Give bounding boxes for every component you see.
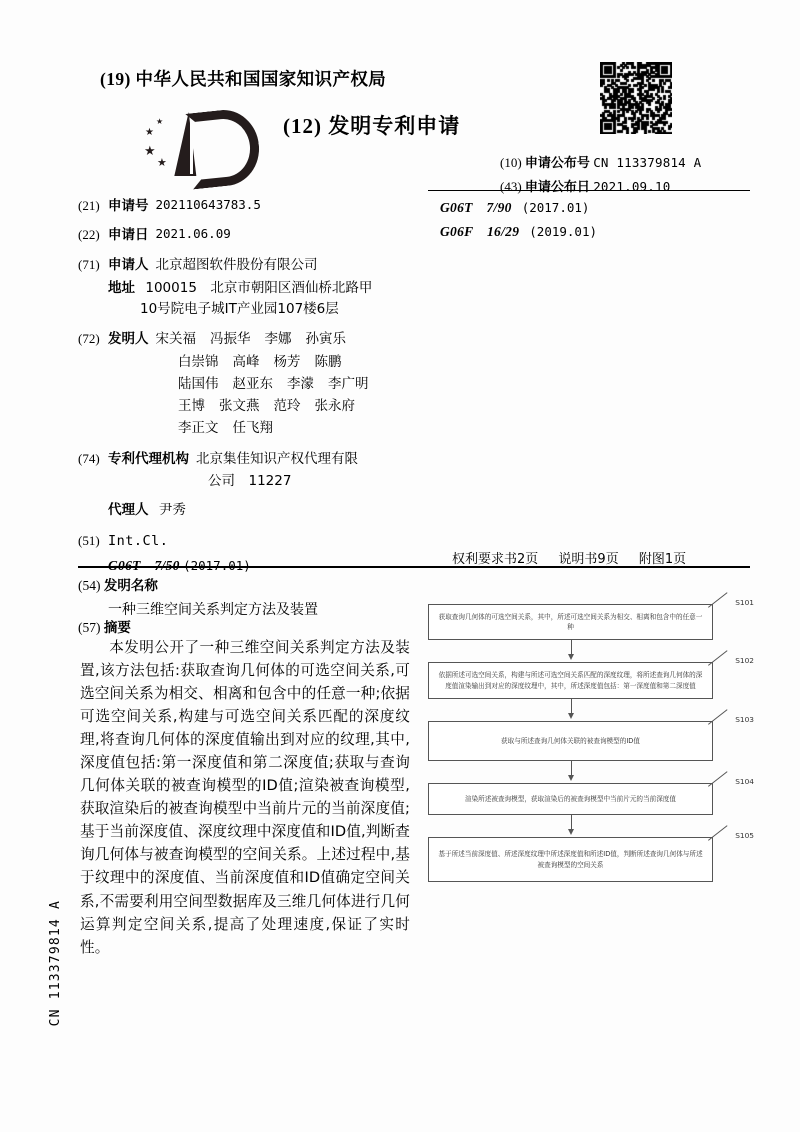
step-text-s103: 获取与所述查询几何体关联的被查询模型的ID值 xyxy=(501,736,640,745)
agency-label: 专利代理机构 xyxy=(108,450,189,467)
agency-value: 北京集佳知识产权代理有限 xyxy=(196,450,358,467)
side-publication-code: CN 113379814 A xyxy=(48,900,63,1027)
ipc-version: (2017.01) xyxy=(521,200,590,215)
leader-line xyxy=(708,840,734,860)
inventor-name: 孙寅乐 xyxy=(305,331,346,348)
ipc-code: G06F 16/29 xyxy=(440,223,520,239)
claims-page-count: 权利要求书2页 xyxy=(452,552,539,567)
agency-row xyxy=(78,449,423,469)
flowchart xyxy=(428,598,754,882)
inventor-name: 赵亚东 xyxy=(232,375,273,392)
inventor-name: 白崇锦 xyxy=(178,353,219,370)
agency-value-2: 公司 11227 xyxy=(208,472,292,489)
publication-date-label: 申请公布日 xyxy=(524,180,590,195)
qr-code-icon xyxy=(600,62,672,134)
inventor-line xyxy=(78,352,423,372)
office-line xyxy=(100,66,386,91)
publication-date-value: 2021.09.10 xyxy=(593,179,671,194)
office-code: (19) xyxy=(100,69,131,89)
application-number-row xyxy=(78,196,423,216)
publication-number-label: 申请公布号 xyxy=(524,156,590,171)
main-divider xyxy=(78,566,750,568)
application-number-label: 申请号 xyxy=(108,198,149,214)
agency-code: (74) xyxy=(78,450,100,466)
flowchart-step-s101 xyxy=(428,598,754,640)
flowchart-step-s104 xyxy=(428,777,754,815)
step-id-s104: S104 xyxy=(735,777,754,787)
emblem-star-icon: ★ xyxy=(144,143,156,158)
emblem-star-icon: ★ xyxy=(157,157,167,169)
intcl-code: (51) xyxy=(78,533,100,549)
leader-line xyxy=(708,665,734,685)
step-text-s101: 获取查询几何体的可选空间关系，其中，所述可选空间关系为相交、相离和包含中的任意一种 xyxy=(438,613,703,632)
agent-row xyxy=(78,500,423,520)
step-id-s102: S102 xyxy=(735,656,754,666)
step-id-s105: S105 xyxy=(735,831,754,841)
step-text-s102: 依据所述可选空间关系，构建与所述可选空间关系匹配的深度纹理，将所述查询几何体的深度值渲染输出到对应的深度纹理中，其中，所述深度值包括：第一深度值和第二深度值 xyxy=(438,671,703,690)
emblem-tower xyxy=(174,112,199,176)
address-row xyxy=(78,278,423,298)
abstract-label: 摘要 xyxy=(103,620,131,636)
inventor-name: 李广明 xyxy=(328,375,369,392)
title-label: 发明名称 xyxy=(103,578,158,594)
publication-date-code: (43) xyxy=(500,179,522,194)
leader-line xyxy=(708,607,734,627)
publication-divider xyxy=(428,190,750,191)
applicant-code: (71) xyxy=(78,256,100,272)
flow-arrow xyxy=(428,761,713,783)
inventor-name: 高峰 xyxy=(232,353,260,370)
intcl-item-version: (2017.01) xyxy=(183,557,251,573)
inventor-name: 杨芳 xyxy=(273,353,301,370)
intcl-item-code: G06T 7/50 xyxy=(108,557,180,573)
application-date-code: (22) xyxy=(78,227,100,243)
applicant-row xyxy=(78,255,423,275)
ipc-right-column xyxy=(440,196,597,243)
inventor-line xyxy=(78,374,423,394)
inventor-line xyxy=(78,418,423,438)
flow-arrow xyxy=(428,640,713,662)
application-date-label: 申请日 xyxy=(108,227,149,244)
application-date-row xyxy=(78,225,423,245)
document-kind-line xyxy=(283,110,460,140)
address-line-2: 10号院电子城IT产业园107楼6层 xyxy=(140,301,339,317)
abstract-text: 本发明公开了一种三维空间关系判定方法及装置,该方法包括:获取查询几何体的可选空间关系,可选空间关系为相交、相离和包含中的任意一种;依据可选空间关系,构建与可选空间关系匹配的深度纹理,将查询几何体的深度值输出到对应的纹理,其中,深度值包括:第一深度值和第二深度值;获取与查询几何体关联的被查询模型的ID值;渲染被查询模型,获取渲染后的被查询模型中当前片元的当前深度值;基于当前深度值、深度纹理中深度值和ID值,判断查询几何体与被查询模型的空间关系。上述过程中,基于纹理中的深度值、当前深度值和ID值确定空间关系,不需要利用空间型数据库及三维几何体进行几何运算判定空间关系,提高了处理速度,保证了实时性。 xyxy=(80,639,410,956)
flow-arrow xyxy=(428,699,713,721)
inventor-name: 陈鹏 xyxy=(314,353,342,370)
application-date-value: 2021.06.09 xyxy=(155,226,231,242)
step-id-s101: S101 xyxy=(735,598,754,607)
inventor-line xyxy=(156,329,424,349)
agent-value: 尹秀 xyxy=(158,502,186,518)
invention-title-section xyxy=(78,574,318,619)
inventor-name: 王博 xyxy=(178,398,205,414)
flowchart-step-s102 xyxy=(428,656,754,698)
address-line-1: 100015 北京市朝阳区酒仙桥北路甲 xyxy=(145,279,373,296)
inventor-row xyxy=(78,329,423,349)
ipc-code: G06T 7/90 xyxy=(440,200,512,215)
inventor-name: 冯振华 xyxy=(210,331,251,348)
applicant-value: 北京超图软件股份有限公司 xyxy=(155,256,318,273)
intcl-label: Int.Cl. xyxy=(108,533,169,550)
emblem-star-icon: ★ xyxy=(156,117,164,126)
intcl-row xyxy=(78,531,423,551)
inventor-name: 李娜 xyxy=(264,331,292,348)
flow-arrow xyxy=(428,815,713,837)
applicant-label: 申请人 xyxy=(108,256,149,273)
publication-number-value: CN 113379814 A xyxy=(593,155,702,170)
page-title: 一种三维空间关系判定方法及装置 xyxy=(108,602,318,618)
publication-number-code: (10) xyxy=(500,155,522,170)
application-number-code: (21) xyxy=(78,198,100,213)
bibliographic-data xyxy=(78,196,423,576)
address-label: 地址 xyxy=(108,279,135,296)
description-page-count: 说明书9页 xyxy=(558,552,619,567)
flowchart-step-s103 xyxy=(428,714,754,761)
inventor-name: 李正文 xyxy=(178,420,219,437)
flowchart-step-s105 xyxy=(428,831,754,881)
step-text-s104: 渲染所述被查询模型，获取渲染后的被查询模型中当前片元的当前深度值 xyxy=(465,795,676,804)
agent-label: 代理人 xyxy=(108,502,149,518)
cnipa-emblem-icon xyxy=(143,104,255,180)
inventor-name: 宋关福 xyxy=(155,331,196,348)
step-id-s103: S103 xyxy=(735,714,754,724)
ipc-entry xyxy=(440,220,597,244)
publication-date-line xyxy=(500,176,701,195)
inventor-code: (72) xyxy=(78,331,100,347)
emblem-star-icon: ★ xyxy=(145,127,154,138)
drawings-page-count: 附图1页 xyxy=(638,552,687,567)
emblem-slit xyxy=(190,122,193,174)
inventor-name: 李濛 xyxy=(287,375,314,392)
leader-line xyxy=(708,786,734,806)
inventor-name: 任飞翔 xyxy=(232,420,273,437)
inventor-line xyxy=(78,396,423,416)
ipc-entry xyxy=(440,196,597,220)
kind-name: 发明专利申请 xyxy=(328,114,461,138)
inventor-name: 张永府 xyxy=(314,398,355,414)
abstract-header xyxy=(78,616,131,636)
inventor-label: 发明人 xyxy=(108,331,149,348)
application-number-value: 202110643783.5 xyxy=(155,197,261,212)
publication-block xyxy=(500,152,701,200)
agency-row-continued xyxy=(78,471,423,491)
office-name: 中华人民共和国国家知识产权局 xyxy=(135,70,387,90)
title-header xyxy=(78,574,318,594)
step-text-s105: 基于所述当前深度值、所述深度纹理中所述深度值和所述ID值，判断所述查询几何体与所述被查询模型的空间关系 xyxy=(438,850,703,869)
publication-number-line xyxy=(500,152,701,171)
page-counts xyxy=(452,548,702,567)
ipc-version: (2019.01) xyxy=(529,223,597,239)
address-row-continued xyxy=(78,299,423,319)
inventor-name: 陆国伟 xyxy=(178,375,219,392)
kind-code: (12) xyxy=(283,114,322,138)
abstract-code: (57) xyxy=(78,620,101,635)
title-code: (54) xyxy=(78,578,101,593)
inventor-name: 张文燕 xyxy=(219,398,260,414)
inventor-name: 范玲 xyxy=(273,398,301,414)
leader-line xyxy=(708,724,734,744)
